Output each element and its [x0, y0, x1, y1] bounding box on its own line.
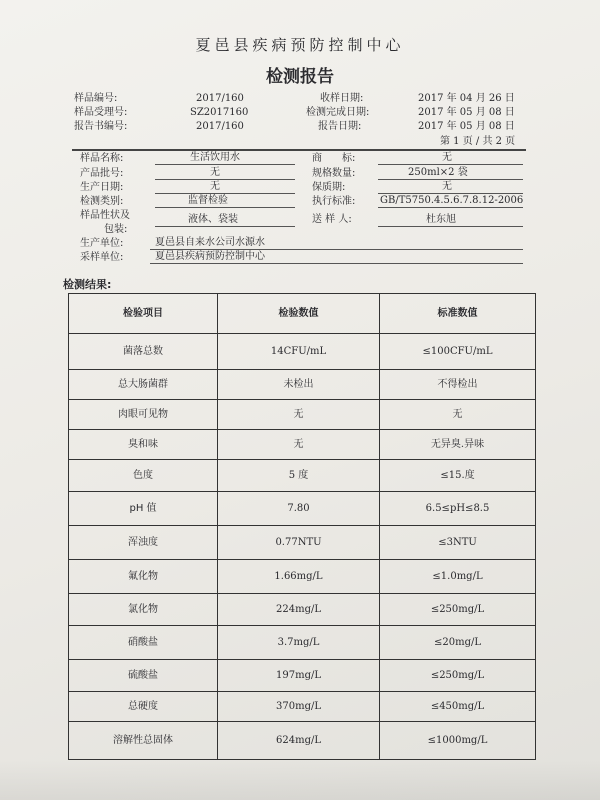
sender-underline — [378, 226, 523, 227]
header-item: 检验项目 — [69, 294, 218, 334]
standard-cell: ≤100CFU/mL — [380, 334, 536, 370]
table-row — [69, 722, 536, 760]
standard-underline — [378, 207, 523, 208]
production-date-label: 生产日期: — [80, 182, 124, 193]
table-row — [69, 334, 536, 370]
table-row — [69, 692, 536, 722]
brand-label: 商 标: — [312, 153, 356, 164]
table-row — [69, 594, 536, 626]
table-row — [69, 430, 536, 460]
sample-state: 液体、袋装 — [188, 214, 238, 225]
accept-no: SZ2017160 — [190, 107, 249, 118]
table-row — [69, 400, 536, 430]
standard-cell: ≤250mg/L — [380, 660, 536, 692]
item-cell: 臭和味 — [69, 430, 218, 460]
standard-cell: 无 — [380, 400, 536, 430]
standard-cell: ≤1000mg/L — [380, 722, 536, 760]
sampler-underline — [150, 263, 523, 264]
table-header-row — [69, 294, 536, 334]
table-row — [69, 370, 536, 400]
standard-cell: ≤3NTU — [380, 526, 536, 560]
sample-name: 生活饮用水 — [190, 152, 240, 163]
header-standard: 标准数值 — [380, 294, 536, 334]
value-cell: 197mg/L — [218, 660, 380, 692]
complete-date-label: 检测完成日期: — [306, 107, 370, 118]
spec: 250ml×2 袋 — [408, 167, 468, 178]
sample-name-underline — [155, 164, 295, 165]
production-date: 无 — [210, 181, 220, 192]
sender-label: 送 样 人: — [312, 214, 352, 225]
report-title: 检测报告 — [266, 67, 334, 87]
inspection-type: 监督检验 — [188, 195, 228, 206]
accept-no-label: 样品受理号: — [74, 107, 128, 118]
complete-date: 2017 年 05 月 08 日 — [418, 107, 515, 118]
item-cell: 溶解性总固体 — [69, 722, 218, 760]
packaging-label: 包装: — [104, 224, 128, 235]
state-label: 样品性状及 — [80, 210, 130, 221]
header-value: 检验数值 — [218, 294, 380, 334]
sampler-label: 采样单位: — [80, 252, 124, 263]
value-cell: 624mg/L — [218, 722, 380, 760]
item-cell: 硫酸盐 — [69, 660, 218, 692]
inspection-type-underline — [155, 207, 295, 208]
page-shadow — [0, 760, 600, 800]
table-row — [69, 460, 536, 492]
standard-cell: 不得检出 — [380, 370, 536, 400]
sample-no: 2017/160 — [196, 93, 244, 104]
table-row — [69, 626, 536, 660]
shelf-life-underline — [378, 193, 523, 194]
brand: 无 — [442, 152, 452, 163]
batch: 无 — [210, 167, 220, 178]
table-row — [69, 492, 536, 526]
standard-cell: 6.5≤pH≤8.5 — [380, 492, 536, 526]
results-table — [68, 293, 536, 760]
standard-cell: ≤250mg/L — [380, 594, 536, 626]
standard-cell: ≤15.度 — [380, 460, 536, 492]
item-cell: 总硬度 — [69, 692, 218, 722]
producer: 夏邑县自来水公司水源水 — [155, 237, 265, 248]
table-row — [69, 526, 536, 560]
item-cell: 氟化物 — [69, 560, 218, 594]
batch-underline — [155, 179, 295, 180]
receive-date: 2017 年 04 月 26 日 — [418, 93, 515, 104]
shelf-life: 无 — [442, 181, 452, 192]
report-no: 2017/160 — [196, 121, 244, 132]
value-cell: 无 — [218, 400, 380, 430]
producer-label: 生产单位: — [80, 238, 124, 249]
value-cell: 14CFU/mL — [218, 334, 380, 370]
sender: 杜东旭 — [426, 214, 456, 225]
spec-underline — [378, 179, 523, 180]
item-cell: pH 值 — [69, 492, 218, 526]
report-date: 2017 年 05 月 08 日 — [418, 121, 515, 132]
header-divider — [72, 149, 526, 151]
value-cell: 0.77NTU — [218, 526, 380, 560]
standard-label: 执行标准: — [312, 196, 356, 207]
standard-cell: ≤1.0mg/L — [380, 560, 536, 594]
standard-cell: ≤450mg/L — [380, 692, 536, 722]
value-cell: 未检出 — [218, 370, 380, 400]
production-date-underline — [155, 193, 295, 194]
sample-name-label: 样品名称: — [80, 153, 124, 164]
sample-no-label: 样品编号: — [74, 93, 118, 104]
shelf-life-label: 保质期: — [312, 182, 346, 193]
value-cell: 无 — [218, 430, 380, 460]
report-date-label: 报告日期: — [318, 121, 362, 132]
page-indicator: 第 1 页 / 共 2 页 — [440, 136, 516, 147]
value-cell: 224mg/L — [218, 594, 380, 626]
value-cell: 3.7mg/L — [218, 626, 380, 660]
standard-cell: 无异臭.异味 — [380, 430, 536, 460]
table-row — [69, 560, 536, 594]
value-cell: 1.66mg/L — [218, 560, 380, 594]
item-cell: 氯化物 — [69, 594, 218, 626]
producer-underline — [150, 249, 523, 250]
item-cell: 浑浊度 — [69, 526, 218, 560]
results-section-label: 检测结果: — [63, 278, 112, 291]
standard-cell: ≤20mg/L — [380, 626, 536, 660]
brand-underline — [378, 164, 523, 165]
item-cell: 硝酸盐 — [69, 626, 218, 660]
item-cell: 总大肠菌群 — [69, 370, 218, 400]
receive-date-label: 收样日期: — [320, 93, 364, 104]
value-cell: 7.80 — [218, 492, 380, 526]
item-cell: 菌落总数 — [69, 334, 218, 370]
item-cell: 肉眼可见物 — [69, 400, 218, 430]
spec-label: 规格数量: — [312, 168, 356, 179]
standard: GB/T5750.4.5.6.7.8.12-2006 — [380, 195, 524, 206]
inspection-type-label: 检测类别: — [80, 196, 124, 207]
item-cell: 色度 — [69, 460, 218, 492]
organization-name: 夏邑县疾病预防控制中心 — [195, 36, 405, 54]
value-cell: 5 度 — [218, 460, 380, 492]
batch-label: 产品批号: — [80, 168, 124, 179]
table-row — [69, 660, 536, 692]
report-no-label: 报告书编号: — [74, 121, 128, 132]
sampler: 夏邑县疾病预防控制中心 — [155, 251, 265, 262]
value-cell: 370mg/L — [218, 692, 380, 722]
sample-state-underline — [155, 226, 295, 227]
